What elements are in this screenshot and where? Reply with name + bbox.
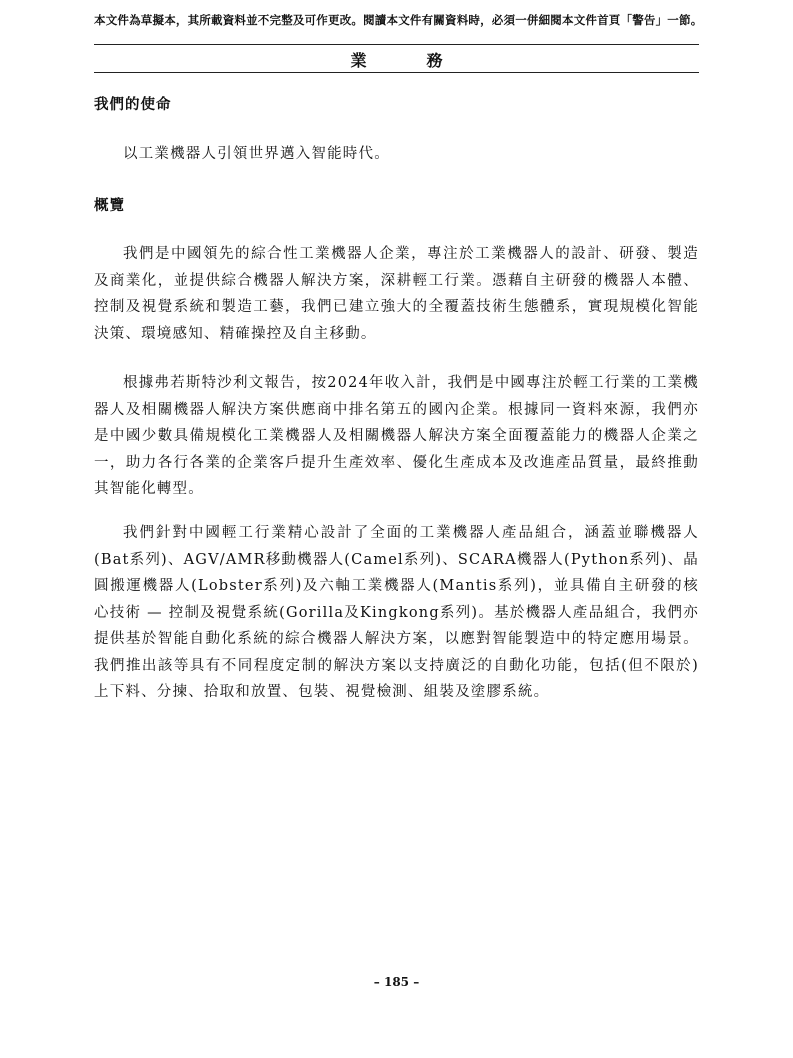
overview-paragraph-1: 我們是中國領先的綜合性工業機器人企業，專注於工業機器人的設計、研發、製造及商業化，並提供綜合機器人解決方案，深耕輕工行業。憑藉自主研發的機器人本體、控制及視覺系統和製造工藝，我們已建立強大的全覆蓋技術生態體系，實現規模化智能決策、環境感知、精確操控及自主移動。: [94, 246, 699, 342]
header-top-rule: [94, 44, 699, 45]
page-number: – 185 –: [373, 975, 420, 989]
header-bottom-rule: [94, 72, 699, 73]
overview-paragraph-2: 根據弗若斯特沙利文報告，按2024年收入計，我們是中國專注於輕工行業的工業機器人及相關機器人解決方案供應商中排名第五的國內企業。根據同一資料來源，我們亦是中國少數具備規模化工業機器人及相關機器人解決方案全面覆蓋能力的機器人企業之一，助力各行各業的企業客戶提升生產效率、優化生產成本及改進產品質量，最終推動其智能化轉型。: [94, 375, 699, 497]
draft-disclaimer: 本文件為草擬本，其所載資料並不完整及可作更改。閱讀本文件有關資料時，必須一併細閱本文件首頁「警告」一節。: [94, 13, 703, 27]
mission-text: 以工業機器人引領世界邁入智能時代。: [123, 146, 390, 162]
overview-heading: 概覽: [94, 197, 125, 214]
mission-heading: 我們的使命: [94, 96, 172, 113]
overview-paragraph-3: 我們針對中國輕工行業精心設計了全面的工業機器人產品組合，涵蓋並聯機器人(Bat系列)、AGV/AMR移動機器人(Camel系列)、SCARA機器人(Python系列)、晶圓搬運機器人(Lobster系列)及六軸工業機器人(Mantis系列)，並具備自主研發的核心技術 — 控制及視覺系統(Gorilla及Kingkong系列)。基於機器人產品組合，我們亦提供基於智能自動化系統的綜合機器人解決方案，以應對智能製造中的特定應用場景。我們推出該等具有不同程度定制的解決方案以支持廣泛的自動化功能，包括(但不限於)上下料、分揀、拾取和放置、包裝、視覺檢測、組裝及塗膠系統。: [94, 525, 699, 700]
section-title: 業 務: [350, 51, 465, 70]
